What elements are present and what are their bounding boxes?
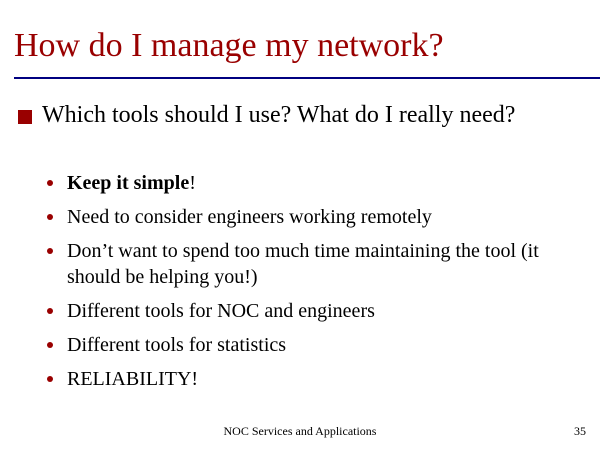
footer-title: NOC Services and Applications xyxy=(223,424,377,438)
sub-bullet-list xyxy=(0,170,600,400)
sub-bullet-text: ! xyxy=(189,172,196,194)
main-bullet-text: Which tools should I use? What do I really need? xyxy=(42,102,516,128)
round-bullet-icon xyxy=(47,248,53,254)
sub-bullet-text: Need to consider engineers working remotely xyxy=(67,206,432,228)
sub-bullet-item xyxy=(0,332,567,358)
round-bullet-icon xyxy=(47,308,53,314)
sub-bullet-text: Don’t want to spend too much time maintaining the tool (it should be helping you!) xyxy=(67,240,539,288)
round-bullet-icon xyxy=(47,180,53,186)
sub-bullet-text: Different tools for statistics xyxy=(67,334,287,356)
sub-bullet-item xyxy=(0,170,567,196)
round-bullet-icon xyxy=(47,214,53,220)
sub-bullet-item xyxy=(0,238,567,290)
sub-bullet-text: RELIABILITY! xyxy=(67,368,199,390)
page-number: 35 xyxy=(574,424,586,438)
square-bullet-icon xyxy=(18,110,32,124)
sub-bullet-item xyxy=(0,366,567,392)
round-bullet-icon xyxy=(47,376,53,382)
sub-bullet-emphasis: Keep it simple xyxy=(67,172,190,194)
title-divider xyxy=(14,77,600,79)
sub-bullet-text: Different tools for NOC and engineers xyxy=(67,300,375,322)
round-bullet-icon xyxy=(47,342,53,348)
sub-bullet-item xyxy=(0,204,567,230)
slide-title: How do I manage my network? xyxy=(14,27,444,64)
sub-bullet-item xyxy=(0,298,567,324)
